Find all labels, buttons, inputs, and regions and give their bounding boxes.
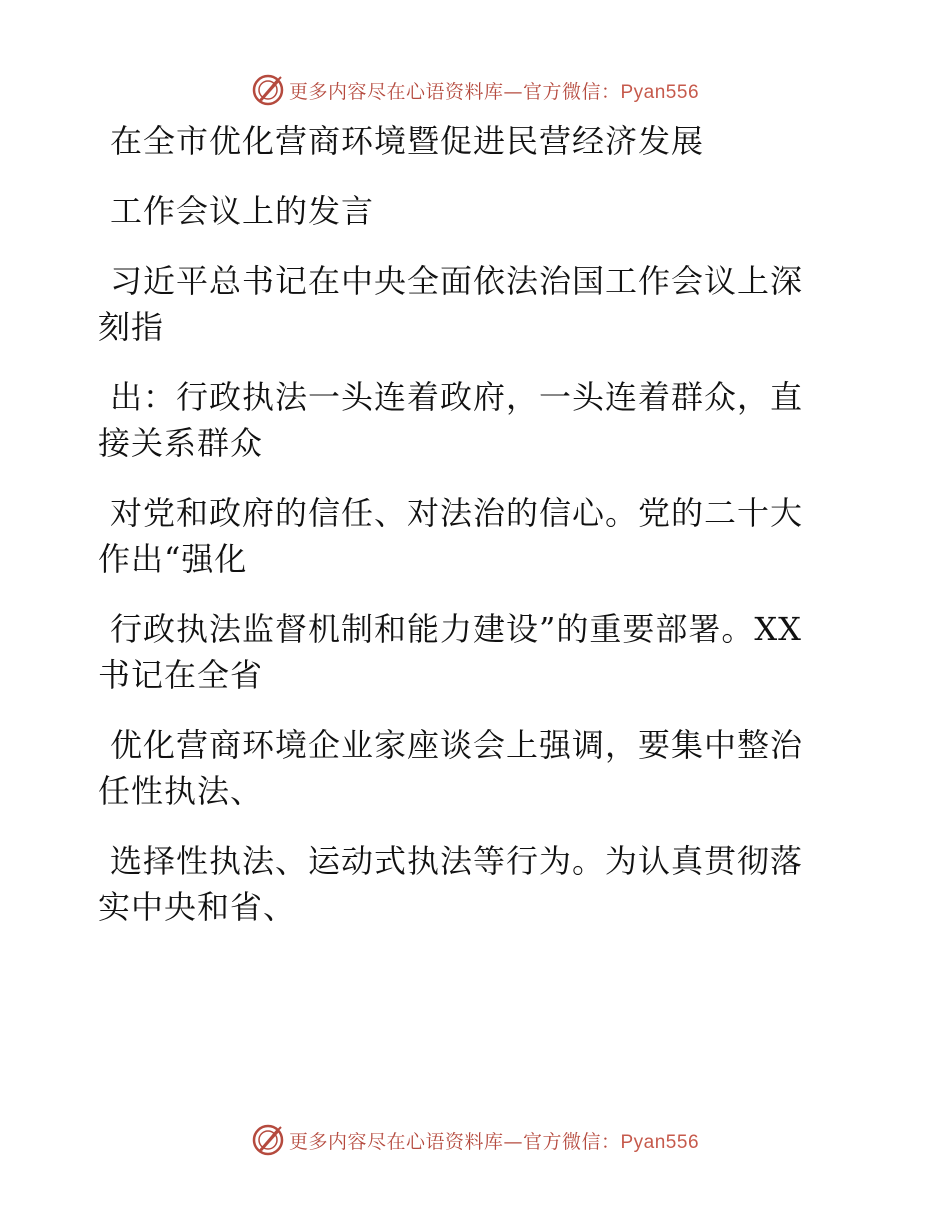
watermark-group <box>251 73 699 107</box>
document-body <box>98 118 838 930</box>
header-watermark <box>0 70 950 110</box>
doc-paragraph-line: 选择性执法、运动式执法等行为。为认真贯彻落 <box>110 842 804 880</box>
watermark-label: 更多内容尽在心语资料库—官方微信： <box>288 80 621 103</box>
doc-paragraph-line: 任性执法、 <box>98 772 264 810</box>
doc-paragraph-line: 对党和政府的信任、对法治的信心。党的二十大 <box>110 494 804 532</box>
doc-title-line-2: 工作会议上的发言 <box>110 192 375 230</box>
watermark-text <box>289 77 699 104</box>
doc-paragraph-line: 优化营商环境企业家座谈会上强调，要集中整治 <box>110 726 804 764</box>
watermark-group <box>251 1123 699 1157</box>
doc-paragraph-line: 作出“强化 <box>98 540 248 578</box>
watermark-contact: Pyan556 <box>620 1131 700 1153</box>
quill-seal-icon <box>251 1123 285 1157</box>
quill-seal-icon <box>251 73 285 107</box>
footer-watermark <box>0 1120 950 1160</box>
doc-paragraph-line: 出：行政执法一头连着政府，一头连着群众，直 <box>110 378 804 416</box>
watermark-label: 更多内容尽在心语资料库—官方微信： <box>288 1130 621 1153</box>
doc-paragraph-line: 实中央和省、 <box>98 888 297 926</box>
doc-paragraph-line: 行政执法监督机制和能力建设”的重要部署。XX <box>110 610 802 648</box>
doc-title-line-1: 在全市优化营商环境暨促进民营经济发展 <box>110 122 705 160</box>
watermark-text <box>289 1127 699 1154</box>
doc-paragraph-line: 刻指 <box>98 308 165 346</box>
doc-paragraph-line: 接关系群众 <box>98 424 264 462</box>
doc-paragraph-line: 习近平总书记在中央全面依法治国工作会议上深 <box>110 262 804 300</box>
watermark-contact: Pyan556 <box>620 81 700 103</box>
doc-paragraph-line: 书记在全省 <box>98 656 264 694</box>
